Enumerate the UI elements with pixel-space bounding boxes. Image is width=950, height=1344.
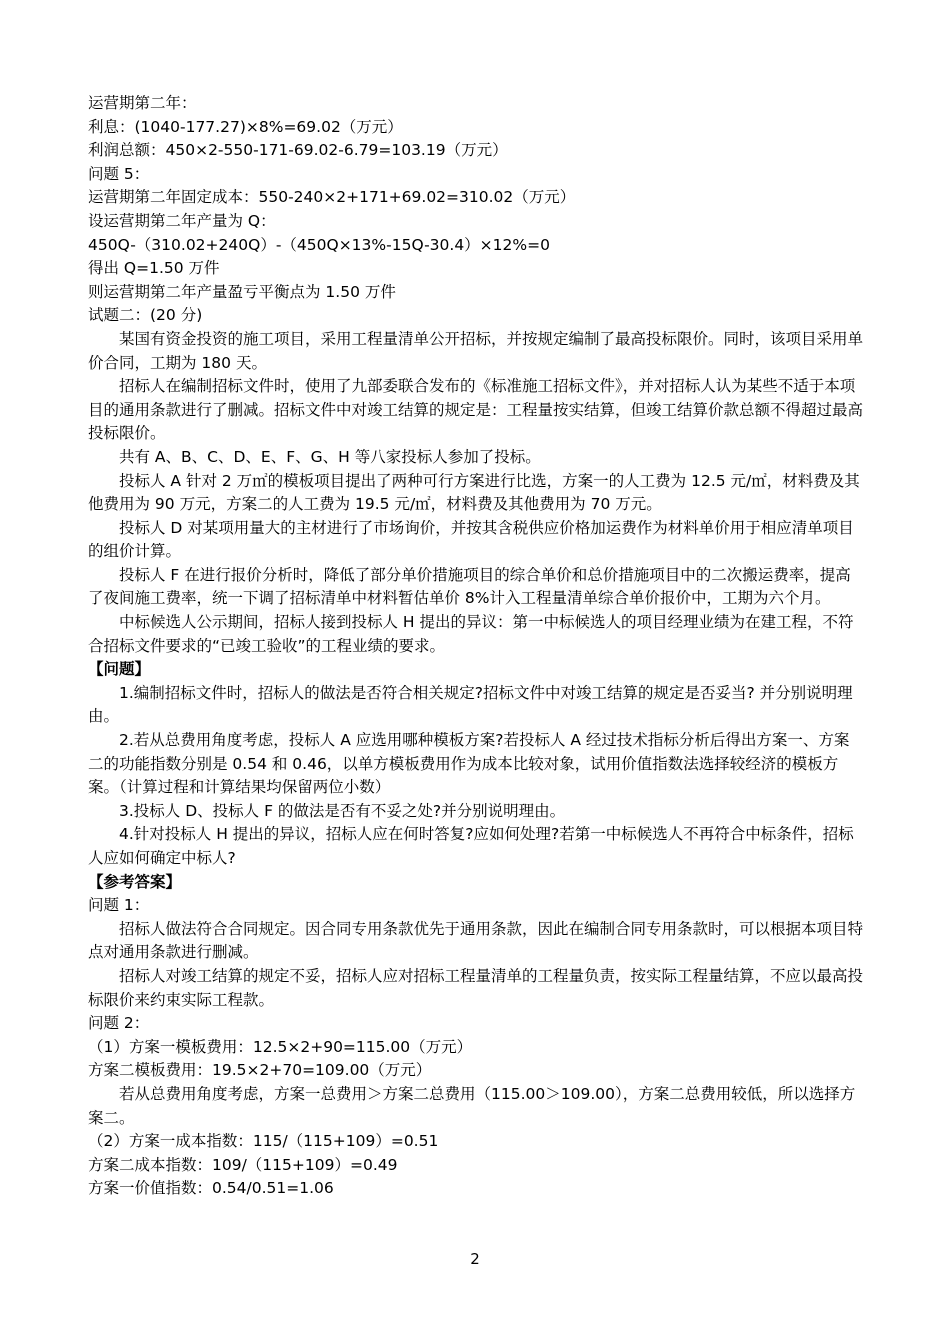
text-line: 利润总额：450×2-550-171-69.02-6.79=103.19（万元） bbox=[88, 141, 508, 160]
section-heading: 试题二：(20 分) bbox=[88, 306, 203, 325]
text-line: 利息：(1040-177.27)×8%=69.02（万元） bbox=[88, 117, 403, 136]
text-line: 450Q-（310.02+240Q）-（450Q×13%-15Q-30.4）×12%=0 bbox=[88, 235, 550, 254]
paragraph: 某国有资金投资的施工项目，采用工程量清单公开招标，并按规定编制了最高投标限价。同时，该项目采用单价合同，工期为 180 天。 bbox=[88, 329, 864, 372]
text-line: 设运营期第二年产量为 Q： bbox=[88, 211, 276, 230]
document-body bbox=[88, 92, 863, 1201]
questions-heading: 【问题】 bbox=[88, 660, 151, 679]
paragraph: 投标人 F 在进行报价分析时，降低了部分单价措施项目的综合单价和总价措施项目中的二次搬运费率，提高了夜间施工费率，统一下调了招标清单中材料暂估单价 8%计入工程量清单综合单价报价中，工期为六个月。 bbox=[88, 565, 851, 608]
answer-paragraph: 招标人对竣工结算的规定不妥，招标人应对招标工程量清单的工程量负责，按实际工程量结算，不应以最高投标限价来约束实际工程款。 bbox=[88, 966, 864, 1009]
question-item: 4.针对投标人 H 提出的异议，招标人应在何时答复?应如何处理?若第一中标候选人不再符合中标条件，招标人应如何确定中标人? bbox=[88, 825, 854, 867]
answer-line: 方案二模板费用：19.5×2+70=109.00（万元） bbox=[88, 1061, 432, 1080]
paragraph: 投标人 D 对某项用量大的主材进行了市场询价，并按其含税供应价格加运费作为材料单价用于相应清单项目的组价计算。 bbox=[88, 518, 854, 561]
answer-line: （2）方案一成本指数：115/（115+109）=0.51 bbox=[88, 1132, 439, 1151]
text-line: 则运营期第二年产量盈亏平衡点为 1.50 万件 bbox=[88, 282, 396, 301]
answer-line: （1）方案一模板费用：12.5×2+90=115.00（万元） bbox=[88, 1037, 473, 1056]
paragraph: 投标人 A 针对 2 万㎡的模板项目提出了两种可行方案进行比选，方案一的人工费为 12.5 元/㎡，材料费及其他费用为 90 万元，方案二的人工费为 19.5 元/㎡，材料费及其他费用为 70 万元。 bbox=[88, 471, 860, 514]
question-item: 2.若从总费用角度考虑，投标人 A 应选用哪种模板方案?若投标人 A 经过技术指标分析后得出方案一、方案二的功能指数分别是 0.54 和 0.46，以单方模板费用作为成本比较对象，试用价值指数法选择较经济的模板方案。（计算过程和计算结果均保留两位小数） bbox=[88, 731, 850, 797]
text-line: 问题 5： bbox=[88, 164, 150, 183]
answer-paragraph: 招标人做法符合合同规定。因合同专用条款优先于通用条款，因此在编制合同专用条款时，可以根据本项目特点对通用条款进行删减。 bbox=[88, 919, 864, 962]
answer-subheading: 问题 2： bbox=[88, 1014, 150, 1033]
page-number: 2 bbox=[470, 1250, 480, 1268]
question-item: 1.编制招标文件时，招标人的做法是否符合相关规定?招标文件中对竣工结算的规定是否妥当? 并分别说明理由。 bbox=[88, 683, 853, 726]
answer-line: 方案二成本指数：109/（115+109）=0.49 bbox=[88, 1155, 398, 1174]
text-line: 运营期第二年： bbox=[88, 94, 197, 112]
paragraph: 共有 A、B、C、D、E、F、G、H 等八家投标人参加了投标。 bbox=[119, 447, 541, 466]
answer-paragraph: 若从总费用角度考虑，方案一总费用＞方案二总费用（115.00＞109.00），方案二总费用较低，所以选择方案二。 bbox=[88, 1084, 856, 1127]
answer-heading: 【参考答案】 bbox=[88, 872, 182, 891]
paragraph: 招标人在编制招标文件时，使用了九部委联合发布的《标准施工招标文件》，并对招标人认为某些不适于本项目的通用条款进行了删减。招标文件中对竣工结算的规定是：工程量按实结算，但竣工结算价款总额不得超过最高投标限价。 bbox=[88, 377, 864, 443]
paragraph: 中标候选人公示期间，招标人接到投标人 H 提出的异议：第一中标候选人的项目经理业绩为在建工程，不符合招标文件要求的“已竣工验收”的工程业绩的要求。 bbox=[88, 613, 854, 655]
question-item: 3.投标人 D、投标人 F 的做法是否有不妥之处?并分别说明理由。 bbox=[119, 801, 566, 820]
answer-subheading: 问题 1： bbox=[88, 896, 150, 915]
text-line: 运营期第二年固定成本：550-240×2+171+69.02=310.02（万元） bbox=[88, 188, 576, 207]
answer-line: 方案一价值指数：0.54/0.51=1.06 bbox=[88, 1179, 334, 1198]
text-line: 得出 Q=1.50 万件 bbox=[88, 259, 220, 278]
